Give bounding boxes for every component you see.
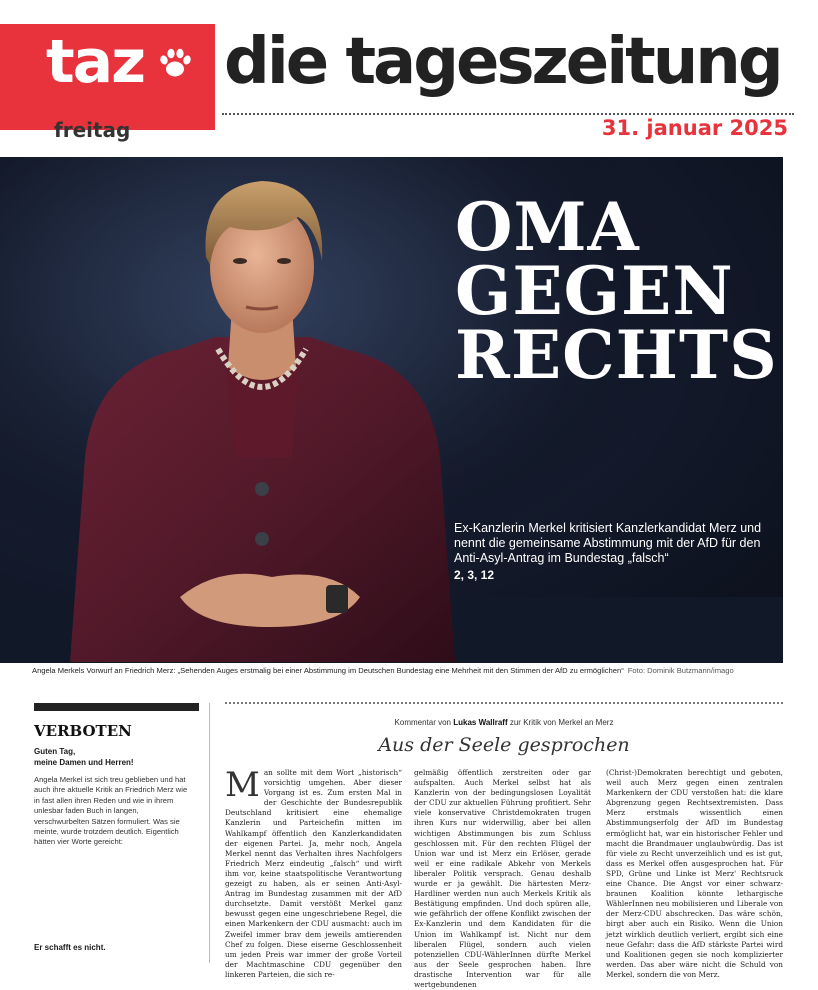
- issue-date: 31. januar 2025: [601, 116, 788, 140]
- hero-teaser: Ex-Kanzlerin Merkel kritisiert Kanzlerkandidat Merz und nennt die gemeinsame Abstimmung mit der AfD für den Anti-Asyl-Antrag im Bundestag „falsch“: [454, 521, 762, 565]
- sidebar-text: Angela Merkel ist sich treu geblieben und hat auch ihre aktuelle Kritik an Friedrich Merz wie in fast allen ihren Reden und wie in ihrem unlesbar faden Buch in langen, verschwurbelten Sätzen formuliert. Was sie meinte, wurde trotzdem deutlich. Eigentlich hätten vier Worte gereicht:: [34, 775, 188, 847]
- article-kicker: [225, 718, 783, 727]
- article-author[interactable]: Lukas Wallraff: [453, 718, 508, 727]
- logo-wordmark: taz: [46, 27, 145, 97]
- paper-name: die tageszeitung: [224, 25, 781, 99]
- sidebar-greeting: Guten Tag, meine Damen und Herren!: [34, 747, 134, 767]
- article-divider: [225, 702, 783, 704]
- page-references[interactable]: 2, 3, 12: [454, 568, 495, 582]
- sidebar-rule: [34, 703, 199, 711]
- caption-text: Angela Merkels Vorwurf an Friedrich Merz: „Sehenden Auges erstmalig bei einer Abstimmung im Deutschen Bundestag eine Mehrheit mit den Stimmen der AfD zu ermöglichen“: [32, 666, 624, 675]
- masthead-divider: [222, 113, 794, 115]
- sidebar-heading: VERBOTEN: [34, 722, 132, 740]
- kicker-suffix: zur Kritik von Merkel an Merz: [509, 718, 614, 727]
- drop-cap: M: [225, 765, 260, 805]
- article-title[interactable]: Aus der Seele gesprochen: [378, 734, 630, 756]
- hero-image[interactable]: [0, 157, 783, 663]
- sidebar-punchline: Er schafft es nicht.: [34, 943, 106, 952]
- photo-credit: Foto: Dominik Butzmann/imago: [627, 666, 734, 675]
- weekday: freitag: [54, 118, 131, 142]
- headline[interactable]: OMA GEGEN RECHTS: [455, 188, 778, 394]
- article-column-1: [225, 765, 402, 979]
- kicker-prefix: Kommentar von: [394, 718, 451, 727]
- column-divider: [209, 703, 210, 963]
- paw-icon: [158, 46, 192, 80]
- article-column-3: (Christ-)Demokraten berechtigt und geboten, weil auch Merz gegen einen zentralen Markenkern der CDU verstoßen hat: die klare Abgrenzung gegen Rechtsextremisten. Dass Merz erstmals wissentlich einen Abstimmungserfolg der AfD im Bundestag ermöglicht hat, war ein historischer Fehler und macht die Brandmauer unglaubwürdig. Das ist für viele zu Recht unverzeihlich und es ist gut, dass es Merkel offen ausgesprochen hat. Für SPD, Grüne und Linke ist Merz' Rechtsruck eine Chance. Die Angst vor einer schwarz-braunen Koalition könnte lethargische WählerInnen neu mobilisieren und Liberale von der Merz-CDU abschrecken. Das wäre schön, birgt aber auch ein Risiko. Wenn die Union jetzt wirklich deutlich verliert, ergibt sich eine neue Gefahr: dass die AfD stärkste Partei wird und Koalitionen gegen sie noch komplizierter werden. Das aber wäre nicht die Schuld von Merkel, sondern die von Merz.: [606, 768, 783, 979]
- photo-caption: [32, 666, 734, 675]
- column-1-text: an sollte mit dem Wort „historisch“ vorsichtig umgehen. Aber dieser Vorgang ist es. Zum ersten Mal in der Geschichte der Bundesrepublik Deutschland kritisiert eine ehemalige Kanzlerin und Parteichefin mitten im Wahlkampf öffentlich den Kanzlerkandidaten der eigenen Partei. Ja, mehr noch, Angela Merkel nennt das Verhalten ihres Nachfolgers Friedrich Merz eindeutig „falsch“ und wirft ihm vor, keine staatspolitische Verantwortung gezeigt zu haben, als er seinen Anti-Asyl-Antrag im Bundestag zusammen mit der AfD durchsetzte. Damit verstößt Merkel ganz bewusst gegen eine ungeschriebene Regel, die einen Markenkern der CDU ausmacht: auch im Zweifel immer brav dem jeweils amtierenden Chef zu folgen. Diese eiserne Geschlossenheit um jeden Preis war immer der große Vorteil der Machtmaschine CDU gegenüber den linkeren Parteien, die sich re-: [225, 768, 402, 979]
- article-column-2: gelmäßig öffentlich zerstreiten oder gar aufspalten. Auch Merkel selbst hat als Kanzlerin von der bedingungslosen Loyalität der CDU zur aktuellen Führung profitiert. Sehr viele konservative Christdemokraten trugen ihren Kurs nur widerwillig, aber bei allen wichtigen Abstimmungen bis zum Schluss geschlossen mit. Für den rechten Flügel der Union war und ist Merz ein Erlöser, gerade weil er eine radikale Abkehr von Merkels liberaler Politik versprach. Genau deshalb wurde er ja gewählt. Die härtesten Merz-Hardliner werden nun auch Merkels Kritik als Bestätigung empfinden. Und doch spüren alle, wie gefährlich der offene Konflikt zwischen der Ex-Kanzlerin und dem Kandidaten für die Union im Wahlkampf ist. Nicht nur dem liberalen Flügel, sondern auch vielen potenziellen CDU-WählerInnen dürfte Merkel aus der Seele gesprochen haben. Ihre drastische Intervention war für alle wertgebundenen: [414, 768, 591, 989]
